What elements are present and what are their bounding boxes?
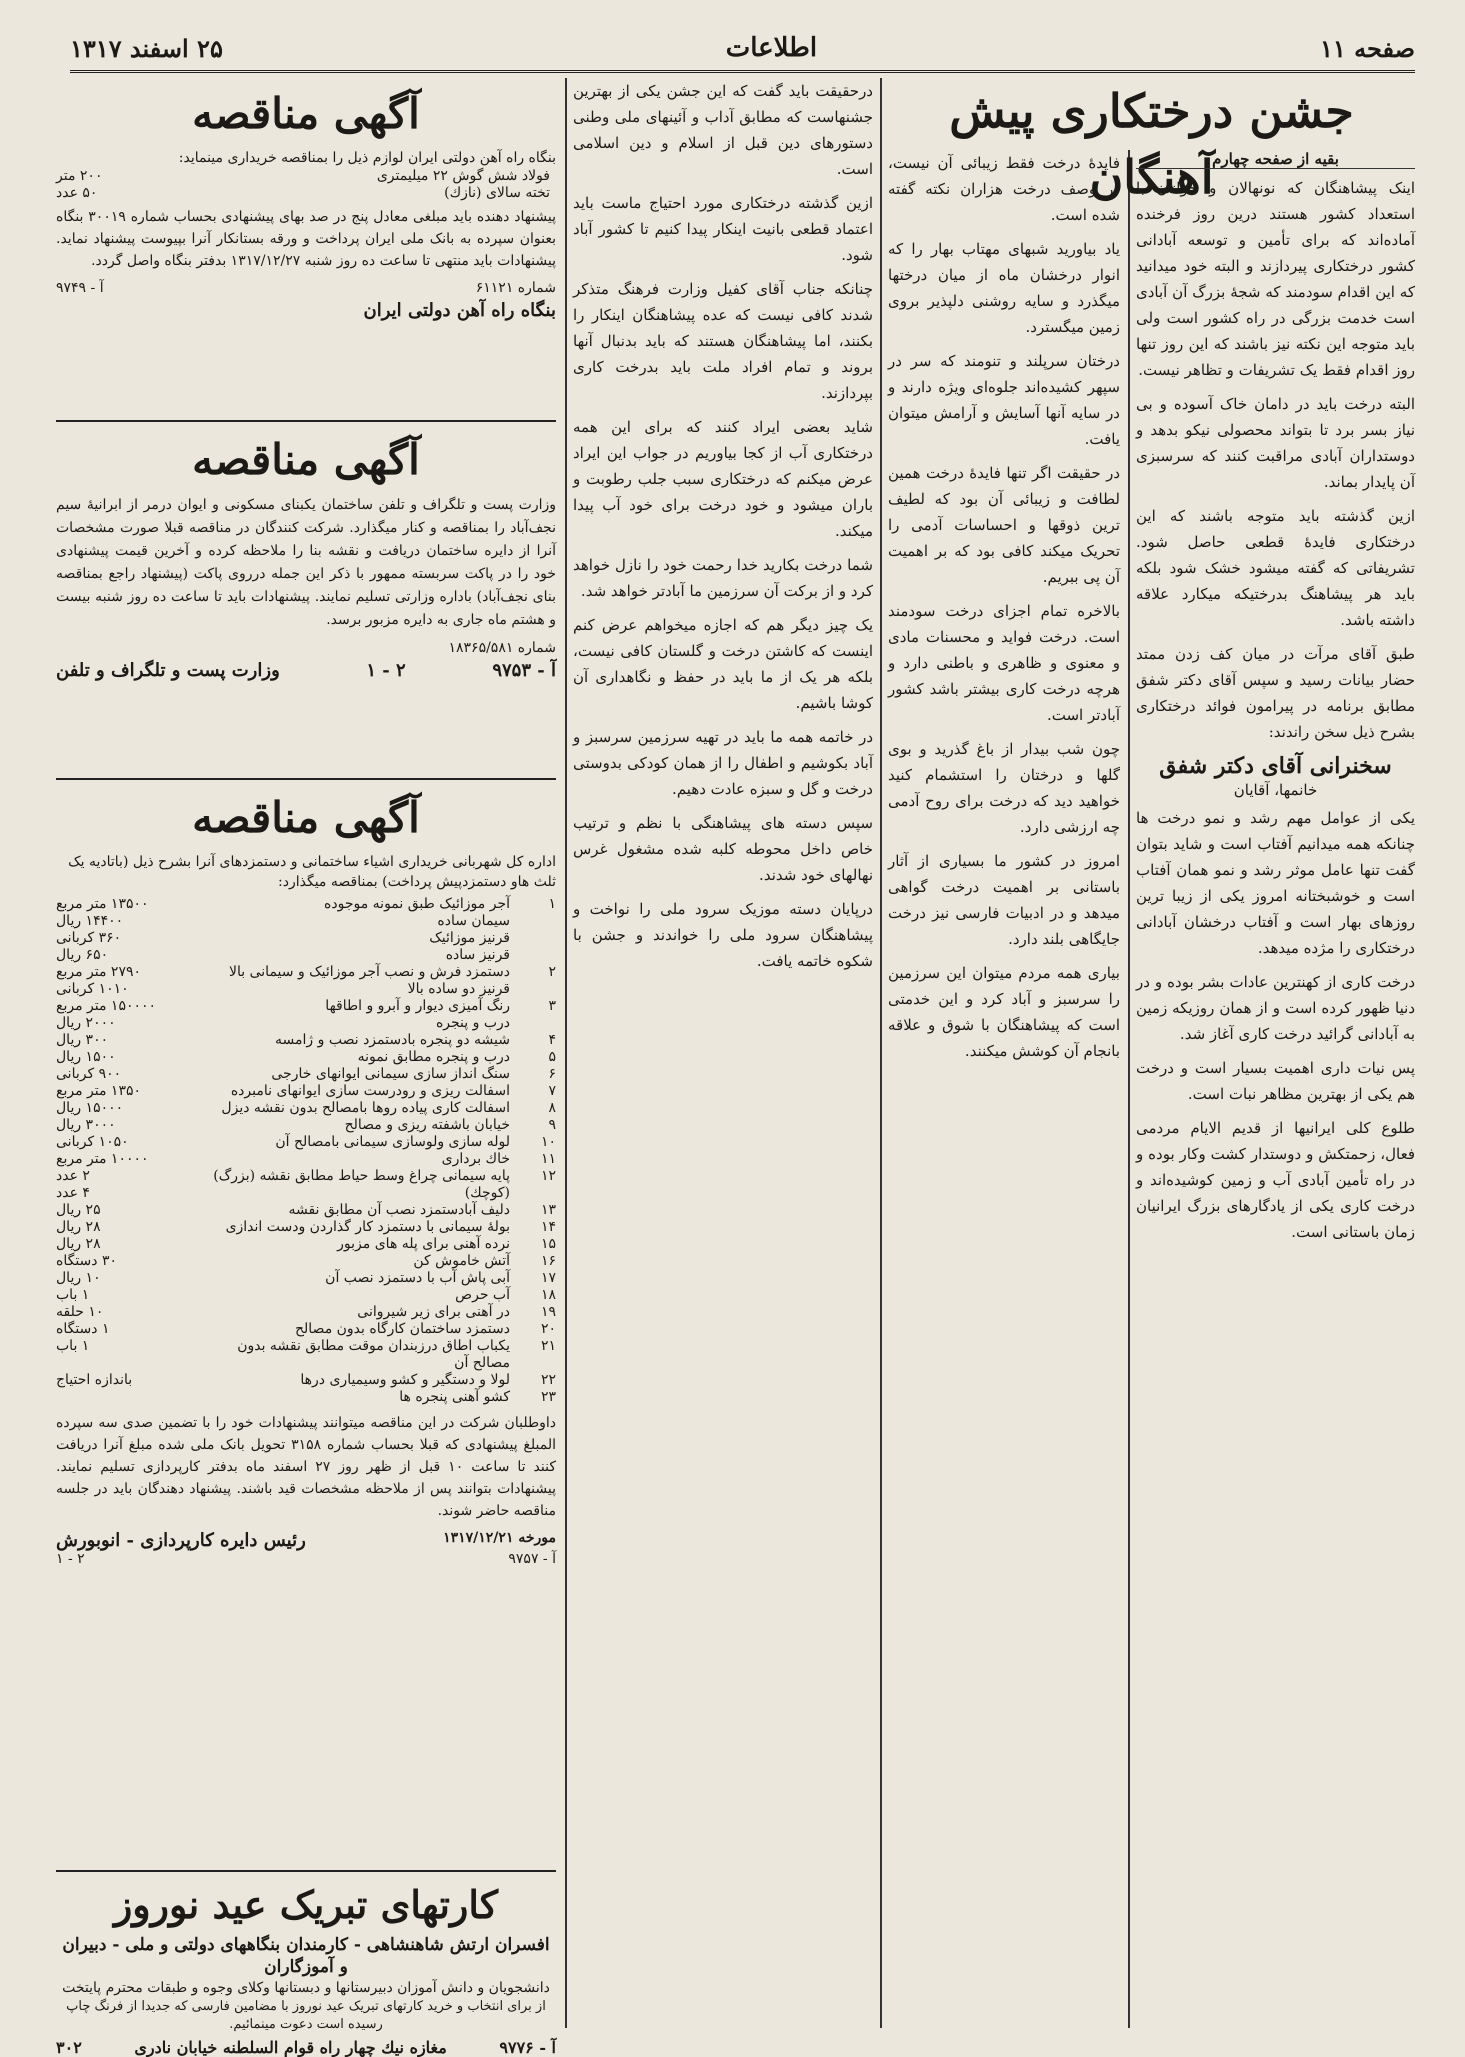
ad-item bbox=[56, 913, 556, 930]
article-paragraph: در خاتمه همه ما باید در تهیه سرزمین سرسبز و آباد بکوشیم و اطفال را از همان کودکی بدوستی درخت و گل و سبزه عادت دهیم. bbox=[573, 728, 873, 798]
item-qty: ۹۰۰ کربانی bbox=[56, 1066, 122, 1082]
item-qty: ۱۴۴۰۰ ریال bbox=[56, 913, 124, 929]
ad-item bbox=[56, 947, 556, 964]
item-desc: درب و پنجره bbox=[435, 1015, 510, 1031]
article-paragraph: درحقیقت باید گفت که این جشن یکی از بهترین جشنهاست که مطابق آداب و آئینهای ملی وطنی دستورهای دین قبل از اسلام و دین اسلامی است. bbox=[573, 82, 873, 178]
page-number: صفحه ۱۱ bbox=[1319, 33, 1415, 63]
item-number bbox=[516, 1185, 556, 1202]
article-paragraph: ازین گذشته باید متوجه باشند که این درختکاری فایدهٔ قطعی حاصل شود. تشریفاتی که گفته میشود خشک شود بلکه باید هر پیشاهنگ بدرختیکه میکارد علاقه داشته باشد. bbox=[1136, 507, 1415, 629]
ad-item bbox=[56, 981, 556, 998]
item-number bbox=[516, 913, 556, 930]
article-paragraph: طبق آقای مرآت در میان کف زدن ممتد حضار بیانات رسید و سپس آقای دکتر شفق مطابق برنامه در پیرامون فوائد درختکاری بشرح ذیل سخن راندند: bbox=[1136, 645, 1415, 741]
item-desc: آب حرص bbox=[455, 1287, 510, 1303]
ad-signature-row bbox=[56, 300, 556, 321]
item-number: ۱۵ bbox=[540, 1236, 556, 1252]
item-qty: باندازه احتیاج bbox=[56, 1372, 133, 1388]
ad-item bbox=[56, 1032, 556, 1049]
article-paragraph: چنانکه جناب آقای کفیل وزارت فرهنگ متذکر شدند کافی نیست که عده پیشاهنگان اینکار را بکنند، اما پیشاهنگان هستند که باید بدنبال آنها بروند و تمام افراد ملت باید بدرخت کاری بپردازند. bbox=[573, 280, 873, 402]
article-paragraph: در حقیقت اگر تنها فایدهٔ درخت همین لطافت و زیبائی آن بود که لطیف ترین ذوقها و احساسات آدمی را تحریک میکند کافی بود که بر اهمیت آن پی ببریم. bbox=[888, 464, 1120, 586]
tender-ad-post bbox=[56, 426, 556, 771]
ad-item bbox=[56, 1066, 556, 1083]
ad-item bbox=[56, 1015, 556, 1032]
item-qty: ۱۵۰۰۰۰ متر مربع bbox=[56, 998, 157, 1014]
ad-item bbox=[56, 1287, 556, 1304]
item-qty: ۱۰۱۰ کربانی bbox=[56, 981, 129, 997]
item-qty: ۱۵۰۰۰ ریال bbox=[56, 1100, 124, 1116]
item-qty: ۱۳۵۰۰ متر مربع bbox=[56, 896, 149, 912]
article-paragraph: شاید بعضی ایراد کنند که برای این همه درختکاری آب از کجا بیاوریم در جواب این ایراد عرض میکنم که درختکاری سبب جلب رطوبت و باران میشود و خود درخت برای خود آب پیدا میکند. bbox=[573, 418, 873, 540]
item-qty: ۶۵۰ ریال bbox=[56, 947, 109, 963]
ad-item bbox=[56, 185, 556, 202]
item-number: ۱۱ bbox=[540, 1151, 556, 1167]
column-rule bbox=[1128, 150, 1130, 2028]
article-paragraph: بیاری همه مردم میتوان این سرزمین را سرسبز و آباد کرد و این خدمتی است که پیشاهنگان با شوق و علاقه بانجام آن کوشش میکنند. bbox=[888, 964, 1120, 1060]
speech-heading: سخنرانی آقای دکتر شفق bbox=[1159, 753, 1392, 779]
ad-item bbox=[56, 896, 556, 913]
ad-ref: شماره ۶۱۱۲۱ bbox=[475, 280, 556, 296]
item-qty: ۱۰ ریال bbox=[56, 1270, 101, 1286]
item-number: ۱۰ bbox=[540, 1134, 556, 1150]
item-qty: ۱۵۰۰ ریال bbox=[56, 1049, 116, 1065]
item-desc: یکباب اطاق درزبندان موقت مطابق نقشه بدون مصالح آن bbox=[237, 1338, 510, 1371]
item-desc: (کوچك) bbox=[464, 1185, 510, 1201]
article-paragraph: اینک پیشاهنگان که نونهالان و جوانان با استعداد کشور هستند درین روز فرخنده آماده‌اند که برای تأمین و توسعه آبادانی کشور درختکاری پیردازند و البته خود میدانید که این اقدام سودمند که شجهٔ بزرگ آن آبادی است خدمت بزرگی در راه کشور است ولی باید متوجه این نکته نیز باشند که این روز تنها روز اقدام فقط یک تشریفات و تظاهر نیست. bbox=[1136, 179, 1415, 379]
item-qty: ۴ عدد bbox=[56, 1185, 90, 1201]
article-paragraph: امروز در کشور ما بسیاری از آثار باستانی بر اهمیت درخت گواهی میدهد و در ادبیات فارسی نیز درخت جایگاهی بلند دارد. bbox=[888, 852, 1120, 948]
ad-title: آگهی مناقصه bbox=[192, 89, 420, 138]
item-desc: شیشه دو پنجره بادستمزد نصب و ژامسه bbox=[275, 1032, 510, 1048]
article-paragraph: چون شب بیدار از باغ گذرید و بوی گلها و درختان را استشمام کنید خواهید دید که درخت برای روح آدمی چه ارزشی دارد. bbox=[888, 740, 1120, 836]
ad-separator bbox=[56, 778, 556, 780]
item-desc: نرده آهنی برای پله های مزبور bbox=[337, 1236, 510, 1252]
ad-signature: بنگاه راه آهن دولتی ایران bbox=[363, 300, 556, 321]
item-number bbox=[516, 981, 556, 998]
item-desc: دلیف آبادستمزد نصب آن مطابق نقشه bbox=[288, 1202, 510, 1218]
item-qty bbox=[56, 1389, 196, 1406]
article-paragraph: طلوع کلی ایرانیها از قدیم الایام مردمی فعال، زحمتکش و دوستدار کشت وکار بوده و در راه تأمین آبادی آب و زمین کوشیده‌اند و درخت کاری یکی از یادگارهای بزرگ ایرانیان زمان باستانی است. bbox=[1136, 1119, 1415, 1241]
newspaper-name: اطلاعات bbox=[725, 33, 818, 63]
ad-item bbox=[56, 1202, 556, 1219]
item-desc: کشو آهنی پنجره ها bbox=[399, 1389, 510, 1405]
ad-item bbox=[56, 1049, 556, 1066]
ad-ref-row bbox=[56, 280, 556, 296]
ad-separator bbox=[56, 1870, 556, 1872]
article-paragraph: یاد بیاورید شبهای مهتاب بهار را که انوار درخشان ماه از میان درختها میگذرد و سایه روشنی دلپذیر بروی زمین میگسترد. bbox=[888, 240, 1120, 336]
item-desc: دستمزد فرش و نصب آجر موزائیک و سیمانی بالا bbox=[229, 964, 510, 980]
ad-item bbox=[56, 1083, 556, 1100]
ad-item bbox=[56, 1321, 556, 1338]
article-column-3 bbox=[573, 78, 873, 2020]
ad-body: داوطلبان شرکت در این مناقصه میتوانند پیشنهادات خود را با تضمین صدی سه سپرده المبلغ پیشنهادی که قبلا بحساب شماره ۳۱۵۸ تحویل بانک ملی شده مبلغ آنرا دریافت کنند تا ساعت ۱۰ قبل از ظهر روز ۲۷ اسفند ماه بدفتر کارپردازی تسلیم نمایند. پیشنهادات بتوانند پس از ملاحظه مشخصات قید باشند. پیشنهاد دهندگان باید در جلسه مناقصه حاضر شوند. bbox=[56, 1415, 556, 1519]
item-number: ۲۲ bbox=[540, 1372, 556, 1388]
item-number: ۳ bbox=[548, 998, 556, 1014]
ad-separator bbox=[56, 420, 556, 422]
article-paragraph: ازین گذشته درختکاری مورد احتیاج ماست باید اعتماد قطعی بانیت اینکار پیدا کنیم تا کشور آباد شود. bbox=[573, 194, 873, 264]
ad-shop: مغازه نیك چهار راه قوام السلطنه خیابان نادری bbox=[134, 2038, 447, 2057]
ad-title: آگهی مناقصه bbox=[192, 793, 420, 842]
item-desc: رنگ آمیزی دیوار و آبرو و اطاقها bbox=[325, 998, 510, 1014]
item-desc: دستمزد ساختمان کارگاه بدون مصالح bbox=[294, 1321, 510, 1337]
masthead bbox=[70, 26, 1415, 73]
article-paragraph: درختان سرپلند و تنومند که سر در سپهر کشیده‌اند جلوه‌ای ویژه دارند و در سایه آنها آسایش و آرامش میتوان یافت. bbox=[888, 352, 1120, 448]
item-qty: ۱ باب bbox=[56, 1338, 90, 1354]
ad-item bbox=[56, 964, 556, 981]
item-desc: آتش خاموش کن bbox=[413, 1253, 510, 1269]
item-number: ۱۸ bbox=[540, 1287, 556, 1303]
article-paragraph: فایدهٔ درخت فقط زیبائی آن نیست، در وصف درخت هزاران نکته گفته شده است. bbox=[888, 154, 1120, 224]
ad-body: پیشنهاد دهنده باید مبلغی معادل پنج در صد بهای پیشنهادی بحساب شماره ۳۰۰۱۹ بنگاه بعنوان سپرده به بانک ملی ایران پرداخت و ورقه بستانکار آنرا بپیوست پیشنهاد نماید. پیشنهادات باید منتهی تا ساعت ده روز شنبه ۱۳۱۷/۱۲/۲۷ بدفتر بنگاه واصل گردد. bbox=[56, 209, 556, 269]
item-number: ۱ bbox=[548, 896, 556, 912]
article-column-1 bbox=[1136, 150, 1415, 2020]
ad-item bbox=[56, 1134, 556, 1151]
ad-item bbox=[56, 1270, 556, 1287]
item-number: ۲۱ bbox=[540, 1338, 556, 1354]
ad-signature: رئیس دایره کارپردازی - انوبورش bbox=[56, 1530, 306, 1551]
article-paragraph: یک چیز دیگر هم که اجازه میخواهم عرض کنم اینست که کاشتن درخت و گلستان کافی نیست، بلکه هر یک از ما باید در حفظ و نگاهداری آن کوشا باشیم. bbox=[573, 616, 873, 712]
ad-item bbox=[56, 1151, 556, 1168]
ad-item-list bbox=[56, 896, 556, 1406]
item-desc: پایه سیمانی چراغ وسط حیاط مطابق نقشه (بزرگ) bbox=[213, 1168, 510, 1184]
ad-item bbox=[56, 1236, 556, 1253]
item-desc: لوله سازی ولوسازی سیمانی بامصالح آن bbox=[275, 1134, 510, 1150]
ad-signature-row bbox=[56, 1530, 556, 1551]
item-qty: ۱۳۵۰ متر مربع bbox=[56, 1083, 141, 1099]
article-paragraph: شما درخت بکارید خدا رحمت خود را نازل خواهد کرد و از برکت آن سرزمین ما آبادتر خواهد شد. bbox=[573, 556, 873, 600]
article-paragraph: بالاخره تمام اجزای درخت سودمند است. درخت فواید و محسنات مادی و معنوی و ظاهری و باطنی دارد و هرچه درخت کاری بیشتر باشد کشور آبادتر است. bbox=[888, 602, 1120, 724]
article-paragraph: سپس دسته های پیشاهنگی با نظم و ترتیب خاص داخل محوطه کلبه شده مشغول غرس نهالهای خود شدند. bbox=[573, 814, 873, 884]
item-desc: تخته سالای (نازك) bbox=[444, 185, 550, 201]
item-qty: ۳۶۰ کربانی bbox=[56, 930, 122, 946]
ad-ref-row bbox=[56, 1551, 556, 1567]
article-paragraph: یکی از عوامل مهم رشد و نمو درخت ها چنانکه همه میدانیم آفتاب است و شاید بتوان گفت تنها عامل موثر رشد و نمو همان آفتاب است و خوشبختانه امروز یکی از زیبا ترین روزهای بهار است و آفتاب درخشان آبادانی درختکاری را مژده میدهد. bbox=[1136, 809, 1415, 957]
item-number bbox=[516, 947, 556, 964]
ad-ref: شماره ۱۸۳۶۵/۵۸۱ bbox=[448, 640, 556, 656]
article-title: جشن درختکاری پیش آهنگان bbox=[949, 84, 1354, 204]
ad-item bbox=[56, 1338, 556, 1372]
item-desc: لولا و دستگیر و کشو وسیمیاری درها bbox=[300, 1372, 510, 1388]
item-desc: قرنیز ساده bbox=[445, 947, 510, 963]
ad-intro: بنگاه راه آهن دولتی ایران لوازم ذیل را بمناقصه خریداری مینماید: bbox=[178, 150, 556, 166]
item-qty: ۱۰۰۰۰ متر مربع bbox=[56, 1151, 149, 1167]
item-number: ۵ bbox=[548, 1049, 556, 1065]
greeting-cards-ad bbox=[56, 1876, 556, 2057]
item-qty: ۳۰۰۰ ریال bbox=[56, 1117, 116, 1133]
item-number: ۹ bbox=[548, 1117, 556, 1133]
ad-item bbox=[56, 1389, 556, 1406]
ad-item bbox=[56, 1372, 556, 1389]
item-desc: سنگ انداز سازی سیمانی ایوانهای خارجی bbox=[271, 1066, 510, 1082]
ad-code: آ - ۹۷۵۷ bbox=[508, 1551, 556, 1567]
item-desc: اسفالت کاری پیاده روها بامصالح بدون نقشه دیزل bbox=[221, 1100, 510, 1116]
ad-item bbox=[56, 1253, 556, 1270]
item-desc: درب و پنجره مطابق نمونه bbox=[357, 1049, 510, 1065]
item-desc: اسفالت ریزی و رودرست سازی ایوانهای نامبرده bbox=[230, 1083, 510, 1099]
item-number: ۸ bbox=[548, 1100, 556, 1116]
item-qty: ۲۰۰ متر bbox=[56, 168, 103, 184]
ad-ref-row bbox=[56, 640, 556, 656]
item-number: ۱۶ bbox=[540, 1253, 556, 1269]
ad-item bbox=[56, 1168, 556, 1185]
item-desc: قرنیز موزائیک bbox=[429, 930, 510, 946]
article-paragraph: درخت کاری از کهنترین عادات بشر بوده و در دنیا ظهور کرده است و از همان روزیکه زمین به آبادانی گرائید درخت کاری آغاز شد. bbox=[1136, 973, 1415, 1043]
item-number: ۱۳ bbox=[540, 1202, 556, 1218]
speech-salutation: خانمها، آقایان bbox=[1233, 781, 1318, 799]
item-desc: قرنیز دو ساده بالا bbox=[407, 981, 510, 997]
article-paragraph: البته درخت باید در دامان خاک آسوده و بی نیاز بسر برد تا بتواند محصولی نیکو بدهد و دوستداران آبادی مراقبت کنند که سرسبزی آن پایدار بماند. bbox=[1136, 395, 1415, 491]
continued-note: بقیه از صفحه چهارم bbox=[1136, 150, 1415, 169]
ad-line: از برای انتخاب و خرید کارتهای تبریک عید نوروز با مضامین فارسی که جدیدا از فرنگ چاپ رسیده است دعوت مینمائیم. bbox=[66, 1999, 546, 2032]
ad-item bbox=[56, 930, 556, 947]
ad-code: آ - ۹۷۷۶ bbox=[499, 2038, 556, 2057]
item-number: ۴ bbox=[548, 1032, 556, 1048]
ad-date: مورخه ۱۳۱۷/۱۲/۲۱ bbox=[443, 1530, 556, 1546]
item-desc: خیابان باشفته ریزی و مصالح bbox=[344, 1117, 510, 1133]
column-rule bbox=[565, 78, 567, 2028]
tender-ad-police bbox=[56, 784, 556, 1864]
article-paragraph: درپایان دسته موزیک سرود ملی را نواخت و پیشاهنگان سرود ملی را خواندند و جشن با شکوه خاتمه یافت. bbox=[573, 900, 873, 970]
item-qty: ۱۰ حلقه bbox=[56, 1304, 104, 1320]
item-desc: در آهنی برای زیر شیروانی bbox=[357, 1304, 510, 1320]
ad-line: دانشجویان و دانش آموزان دبیرستانها و دبستانها وکلای وجوه و طبقات محترم پایتخت bbox=[62, 1980, 550, 1996]
item-number: ۱۲ bbox=[540, 1168, 556, 1184]
ad-item bbox=[56, 1117, 556, 1134]
article-paragraph: پس نیات داری اهمیت بسیار است و درخت هم یکی از بهترین مظاهر نبات است. bbox=[1136, 1059, 1415, 1103]
item-desc: آبی پاش آب با دستمزد نصب آن bbox=[325, 1270, 510, 1286]
ad-title: آگهی مناقصه bbox=[192, 435, 420, 484]
item-desc: آجر موزائیک طبق نمونه موجوده bbox=[324, 896, 510, 912]
ad-intro: اداره کل شهربانی خریداری اشیاء ساختمانی و دستمزدهای آنرا بشرح ذیل (باتادیه یک ثلث هاو دستمزدپیش پرداخت) بمناقصه میگذارد: bbox=[68, 854, 556, 890]
article-column-2 bbox=[888, 150, 1120, 2020]
item-number: ۲۰ bbox=[540, 1321, 556, 1337]
item-number bbox=[516, 930, 556, 947]
tender-ad-railway bbox=[56, 80, 556, 415]
ad-code: آ - ۹۷۴۹ bbox=[56, 280, 104, 296]
column-rule bbox=[880, 78, 882, 2028]
item-number: ۱۴ bbox=[540, 1219, 556, 1235]
item-number: ۲۳ bbox=[540, 1389, 556, 1405]
ad-item bbox=[56, 1185, 556, 1202]
item-qty: ۳۰ دستگاه bbox=[56, 1253, 118, 1269]
item-qty: ۲۷۹۰ متر مربع bbox=[56, 964, 141, 980]
item-number: ۲ bbox=[548, 964, 556, 980]
item-qty: ۲۸ ریال bbox=[56, 1236, 101, 1252]
item-number: ۶ bbox=[548, 1066, 556, 1082]
ad-body: وزارت پست و تلگراف و تلفن ساختمان یکبنای مسکونی و ایوان درمر از ابرانیهٔ سیم نجف‌آباد را بمناقصه و کنار میگذارد. شرکت کنندگان در مناقصه قبلا صورت مشخصات آنرا از دایره ساختمان دریافت و نقشه بنا را ملاحظه کرده و آخرین قیمت پیشنهادی خود را در پاکت سربسته ممهور با ذکر این جمله درروی پاکت (پیشنهاد راجع بمناقصه بنای نجف‌آباد) باداره وزارتی تسلیم نمایند. پیشنهادات باید تا ساعت ده روز شنبه بیست و هشتم ماه جاری به دایره مزبور برسد. bbox=[56, 497, 557, 628]
ad-seq: ۲ - ۱ bbox=[56, 1551, 85, 1567]
ad-signature-row bbox=[56, 660, 556, 681]
item-qty: ۲ عدد bbox=[56, 1168, 90, 1184]
ad-item bbox=[56, 1100, 556, 1117]
item-number: ۱۷ bbox=[540, 1270, 556, 1286]
ad-item bbox=[56, 1219, 556, 1236]
issue-date: ۲۵ اسفند ۱۳۱۷ bbox=[70, 33, 223, 63]
item-qty: ۲۰۰۰ ریال bbox=[56, 1015, 116, 1031]
ad-seq: ۲ - ۱ bbox=[366, 660, 406, 681]
item-qty: ۱ باب bbox=[56, 1287, 90, 1303]
item-qty: ۵۰ عدد bbox=[56, 185, 98, 201]
item-desc: خاك برداری bbox=[441, 1151, 510, 1167]
item-number: ۱۹ bbox=[540, 1304, 556, 1320]
ad-line: افسران ارتش شاهنشاهی - کارمندان بنگاههای دولتی و ملی - دبیران و آموزگاران bbox=[62, 1935, 550, 1977]
item-desc: فولاد شش گوش ۲۲ میلیمتری bbox=[376, 168, 550, 184]
item-qty: ۳۰۰ ریال bbox=[56, 1032, 109, 1048]
ad-item bbox=[56, 998, 556, 1015]
ad-signature: وزارت پست و تلگراف و تلفن bbox=[56, 660, 280, 681]
ad-item bbox=[56, 1304, 556, 1321]
item-desc: سیمان ساده bbox=[437, 913, 510, 929]
item-desc: بولهٔ سیمانی با دستمزد کار گذاردن ودست اندازی bbox=[225, 1219, 510, 1235]
item-qty: ۱ دستگاه bbox=[56, 1321, 110, 1337]
ad-item bbox=[56, 168, 556, 185]
item-number: ۷ bbox=[548, 1083, 556, 1099]
ad-title: کارتهای تبریک عید نوروز bbox=[113, 1882, 499, 1927]
ad-seq: ۳۰۲ bbox=[56, 2038, 82, 2057]
item-number bbox=[516, 1015, 556, 1032]
ad-code: آ - ۹۷۵۳ bbox=[492, 660, 556, 681]
item-qty: ۱۰۵۰ کربانی bbox=[56, 1134, 129, 1150]
item-qty: ۲۵ ریال bbox=[56, 1202, 101, 1218]
item-qty: ۲۸ ریال bbox=[56, 1219, 101, 1235]
ad-signature-row bbox=[56, 2038, 556, 2057]
